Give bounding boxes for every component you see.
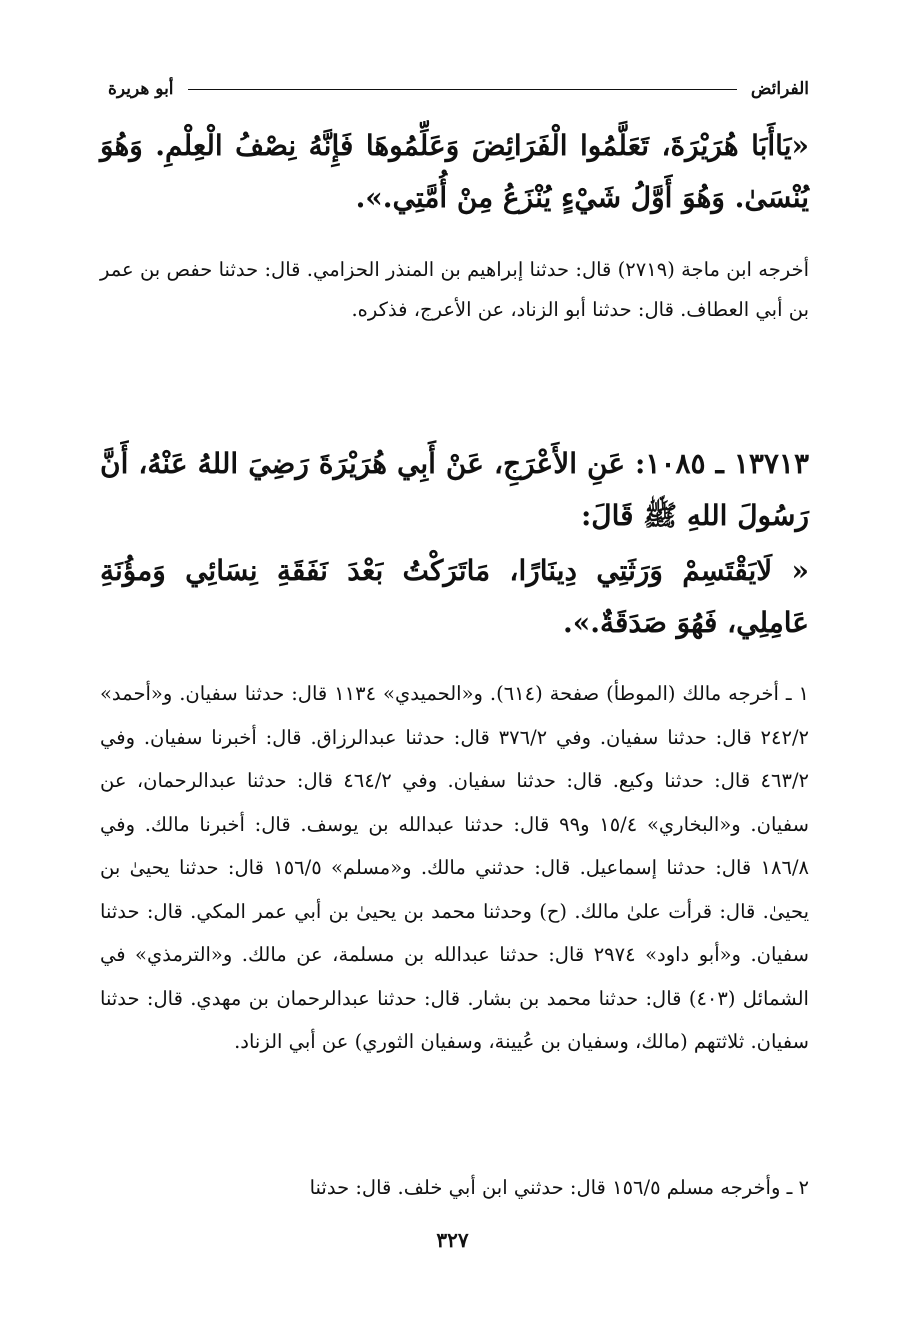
narrator-title: أبو هريرة [108,79,174,99]
running-header [108,74,809,104]
section-title: الفرائض [750,79,809,99]
hadith-2-takhrij-1: ١ ـ أخرجه مالك (الموطأ) صفحة (٦١٤). و«الحميدي» ١١٣٤ قال: حدثنا سفيان. و«أحمد» ٢٤٢/٢ قال: حدثنا سفيان. وفي ٣٧٦/٢ قال: حدثنا عبدالرزاق. قال: أخبرنا سفيان. وفي ٤٦٣/٢ قال: حدثنا وكيع. قال: حدثنا سفيان. وفي ٤٦٤/٢ قال: حدثنا عبدالرحمان، عن سفيان. و«البخاري» ١٥/٤ و٩٩ قال: حدثنا عبدالله بن يوسف. قال: أخبرنا مالك. وفي ١٨٦/٨ قال: حدثنا إسماعيل. قال: حدثني مالك. و«مسلم» ١٥٦/٥ قال: حدثنا يحيىٰ بن يحيىٰ. قال: قرأت علىٰ مالك. (ح) وحدثنا محمد بن يحيىٰ بن أبي عمر المكي. قال: حدثنا سفيان. و«أبو داود» ٢٩٧٤ قال: حدثنا عبدالله بن مسلمة، عن مالك. و«الترمذي» في الشمائل (٤٠٣) قال: حدثنا محمد بن بشار. قال: حدثنا عبدالرحمان بن مهدي. قال: حدثنا سفيان. ثلاثتهم (مالك، وسفيان بن عُيينة، وسفيان الثوري) عن أبي الزناد. [100,682,809,1053]
hadith-1-text: «يَاأَبَا هُرَيْرَةَ، تَعَلَّمُوا الْفَرَائِضَ وَعَلِّمُوهَا فَإِنَّهُ نِصْفُ الْعِلْمِ. وَهُوَ يُنْسَىٰ. وَهُوَ أَوَّلُ شَيْءٍ يُنْزَعُ مِنْ أُمَّتِي.». [100,129,809,214]
header-rule [188,89,737,90]
hadith-2-intro: ١٣٧١٣ ـ ١٠٨٥: عَنِ الأَعْرَجِ، عَنْ أَبِي هُرَيْرَةَ رَضِيَ اللهُ عَنْهُ، أَنَّ رَسُولَ اللهِ ﷺ قَالَ: [100,447,810,532]
hadith-1-takhrij: أخرجه ابن ماجة (٢٧١٩) قال: حدثنا إبراهيم بن المنذر الحزامي. قال: حدثنا حفص بن عمر بن أبي العطاف. قال: حدثنا أبو الزناد، عن الأعرج، فذكره. [100,258,809,321]
hadith-2-takhrij-2: ٢ ـ وأخرجه مسلم ١٥٦/٥ قال: حدثني ابن أبي خلف. قال: حدثنا [309,1176,809,1199]
hadith-2-text: « لَايَقْتَسِمْ وَرَثَتِي دِينَارًا، مَاتَرَكْتُ بَعْدَ نَفَقَةِ نِسَائِي وَمؤُنَةِ عَامِلِي، فَهُوَ صَدَقَةٌ.». [100,554,809,639]
page-number: ٣٢٧ [436,1228,469,1252]
